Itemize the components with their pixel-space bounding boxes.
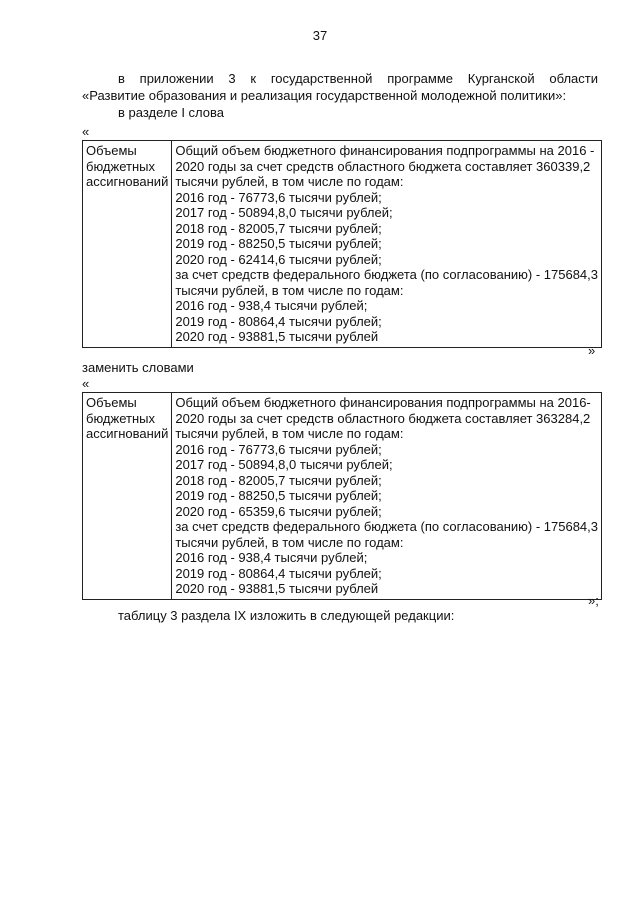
content-line: 2016 год - 76773,6 тысячи рублей; bbox=[175, 441, 382, 457]
new-label-cell bbox=[83, 393, 172, 600]
content-line: Общий объем бюджетного финансирования подпрограммы на 2016 - bbox=[175, 143, 595, 158]
old-content-cell bbox=[172, 141, 602, 348]
content-line: 2019 год - 80864,4 тысячи рублей; bbox=[175, 565, 382, 581]
content-line: за счет средств федерального бюджета (по согласованию) - 175684,3 bbox=[175, 267, 599, 282]
old-block-close-quote: » bbox=[588, 343, 596, 358]
label-line: Объемы bbox=[86, 395, 137, 410]
content-line: 2016 год - 938,4 тысячи рублей; bbox=[175, 298, 368, 313]
content-line: 2020 год - 93881,5 тысячи рублей bbox=[175, 581, 379, 596]
content-line: тысячи рублей, в том числе по годам: bbox=[175, 174, 404, 189]
new-block-close-quote: »; bbox=[588, 593, 599, 608]
content-line: 2017 год - 50894,8,0 тысячи рублей; bbox=[175, 457, 393, 472]
label-line: Объемы bbox=[86, 143, 137, 158]
content-line: 2018 год - 82005,7 тысячи рублей; bbox=[175, 220, 382, 236]
content-line: 2016 год - 76773,6 тысячи рублей; bbox=[175, 189, 382, 205]
old-funding-table bbox=[82, 140, 602, 348]
label-line: бюджетных bbox=[86, 410, 155, 426]
content-line: 2018 год - 82005,7 тысячи рублей; bbox=[175, 472, 382, 488]
content-line: тысячи рублей, в том числе по годам: bbox=[175, 282, 404, 298]
content-line: тысячи рублей, в том числе по годам: bbox=[175, 534, 404, 550]
content-line: 2020 годы за счет средств областного бюджета составляет 360339,2 bbox=[175, 158, 591, 174]
content-line: Общий объем бюджетного финансирования подпрограммы на 2016- bbox=[175, 395, 591, 410]
content-line: 2020 год - 65359,6 тысячи рублей; bbox=[175, 503, 382, 519]
label-line: ассигнований bbox=[86, 426, 169, 441]
new-content-cell bbox=[172, 393, 602, 600]
content-line: за счет средств федерального бюджета (по согласованию) - 175684,3 bbox=[175, 519, 599, 534]
new-block-open-quote: « bbox=[82, 376, 90, 391]
old-block-open-quote: « bbox=[82, 124, 90, 139]
content-line: 2020 год - 93881,5 тысячи рублей bbox=[175, 329, 379, 344]
content-line: 2016 год - 938,4 тысячи рублей; bbox=[175, 550, 368, 565]
intro-line-1: в приложении 3 к государственной программе Курганской области bbox=[118, 71, 598, 86]
label-line: бюджетных bbox=[86, 158, 155, 174]
table-row bbox=[83, 141, 602, 348]
replace-instruction: заменить словами bbox=[82, 360, 194, 375]
old-label-cell bbox=[83, 141, 172, 348]
intro-line-2: «Развитие образования и реализация государственной молодежной политики»: bbox=[82, 88, 567, 103]
content-line: 2019 год - 88250,5 тысячи рублей; bbox=[175, 236, 382, 251]
content-line: тысячи рублей, в том числе по годам: bbox=[175, 426, 404, 441]
content-line: 2020 год - 62414,6 тысячи рублей; bbox=[175, 251, 382, 267]
new-funding-table bbox=[82, 392, 602, 600]
content-line: 2019 год - 80864,4 тысячи рублей; bbox=[175, 313, 382, 329]
content-line: 2020 годы за счет средств областного бюджета составляет 363284,2 bbox=[175, 410, 591, 426]
closing-instruction: таблицу 3 раздела IX изложить в следующей редакции: bbox=[118, 608, 455, 623]
content-line: 2019 год - 88250,5 тысячи рублей; bbox=[175, 488, 382, 503]
intro-paragraph bbox=[82, 70, 598, 121]
intro-line-3: в разделе I слова bbox=[118, 105, 224, 120]
label-line: ассигнований bbox=[86, 174, 169, 189]
table-row bbox=[83, 393, 602, 600]
content-line: 2017 год - 50894,8,0 тысячи рублей; bbox=[175, 205, 393, 220]
page-number: 37 bbox=[312, 28, 328, 43]
